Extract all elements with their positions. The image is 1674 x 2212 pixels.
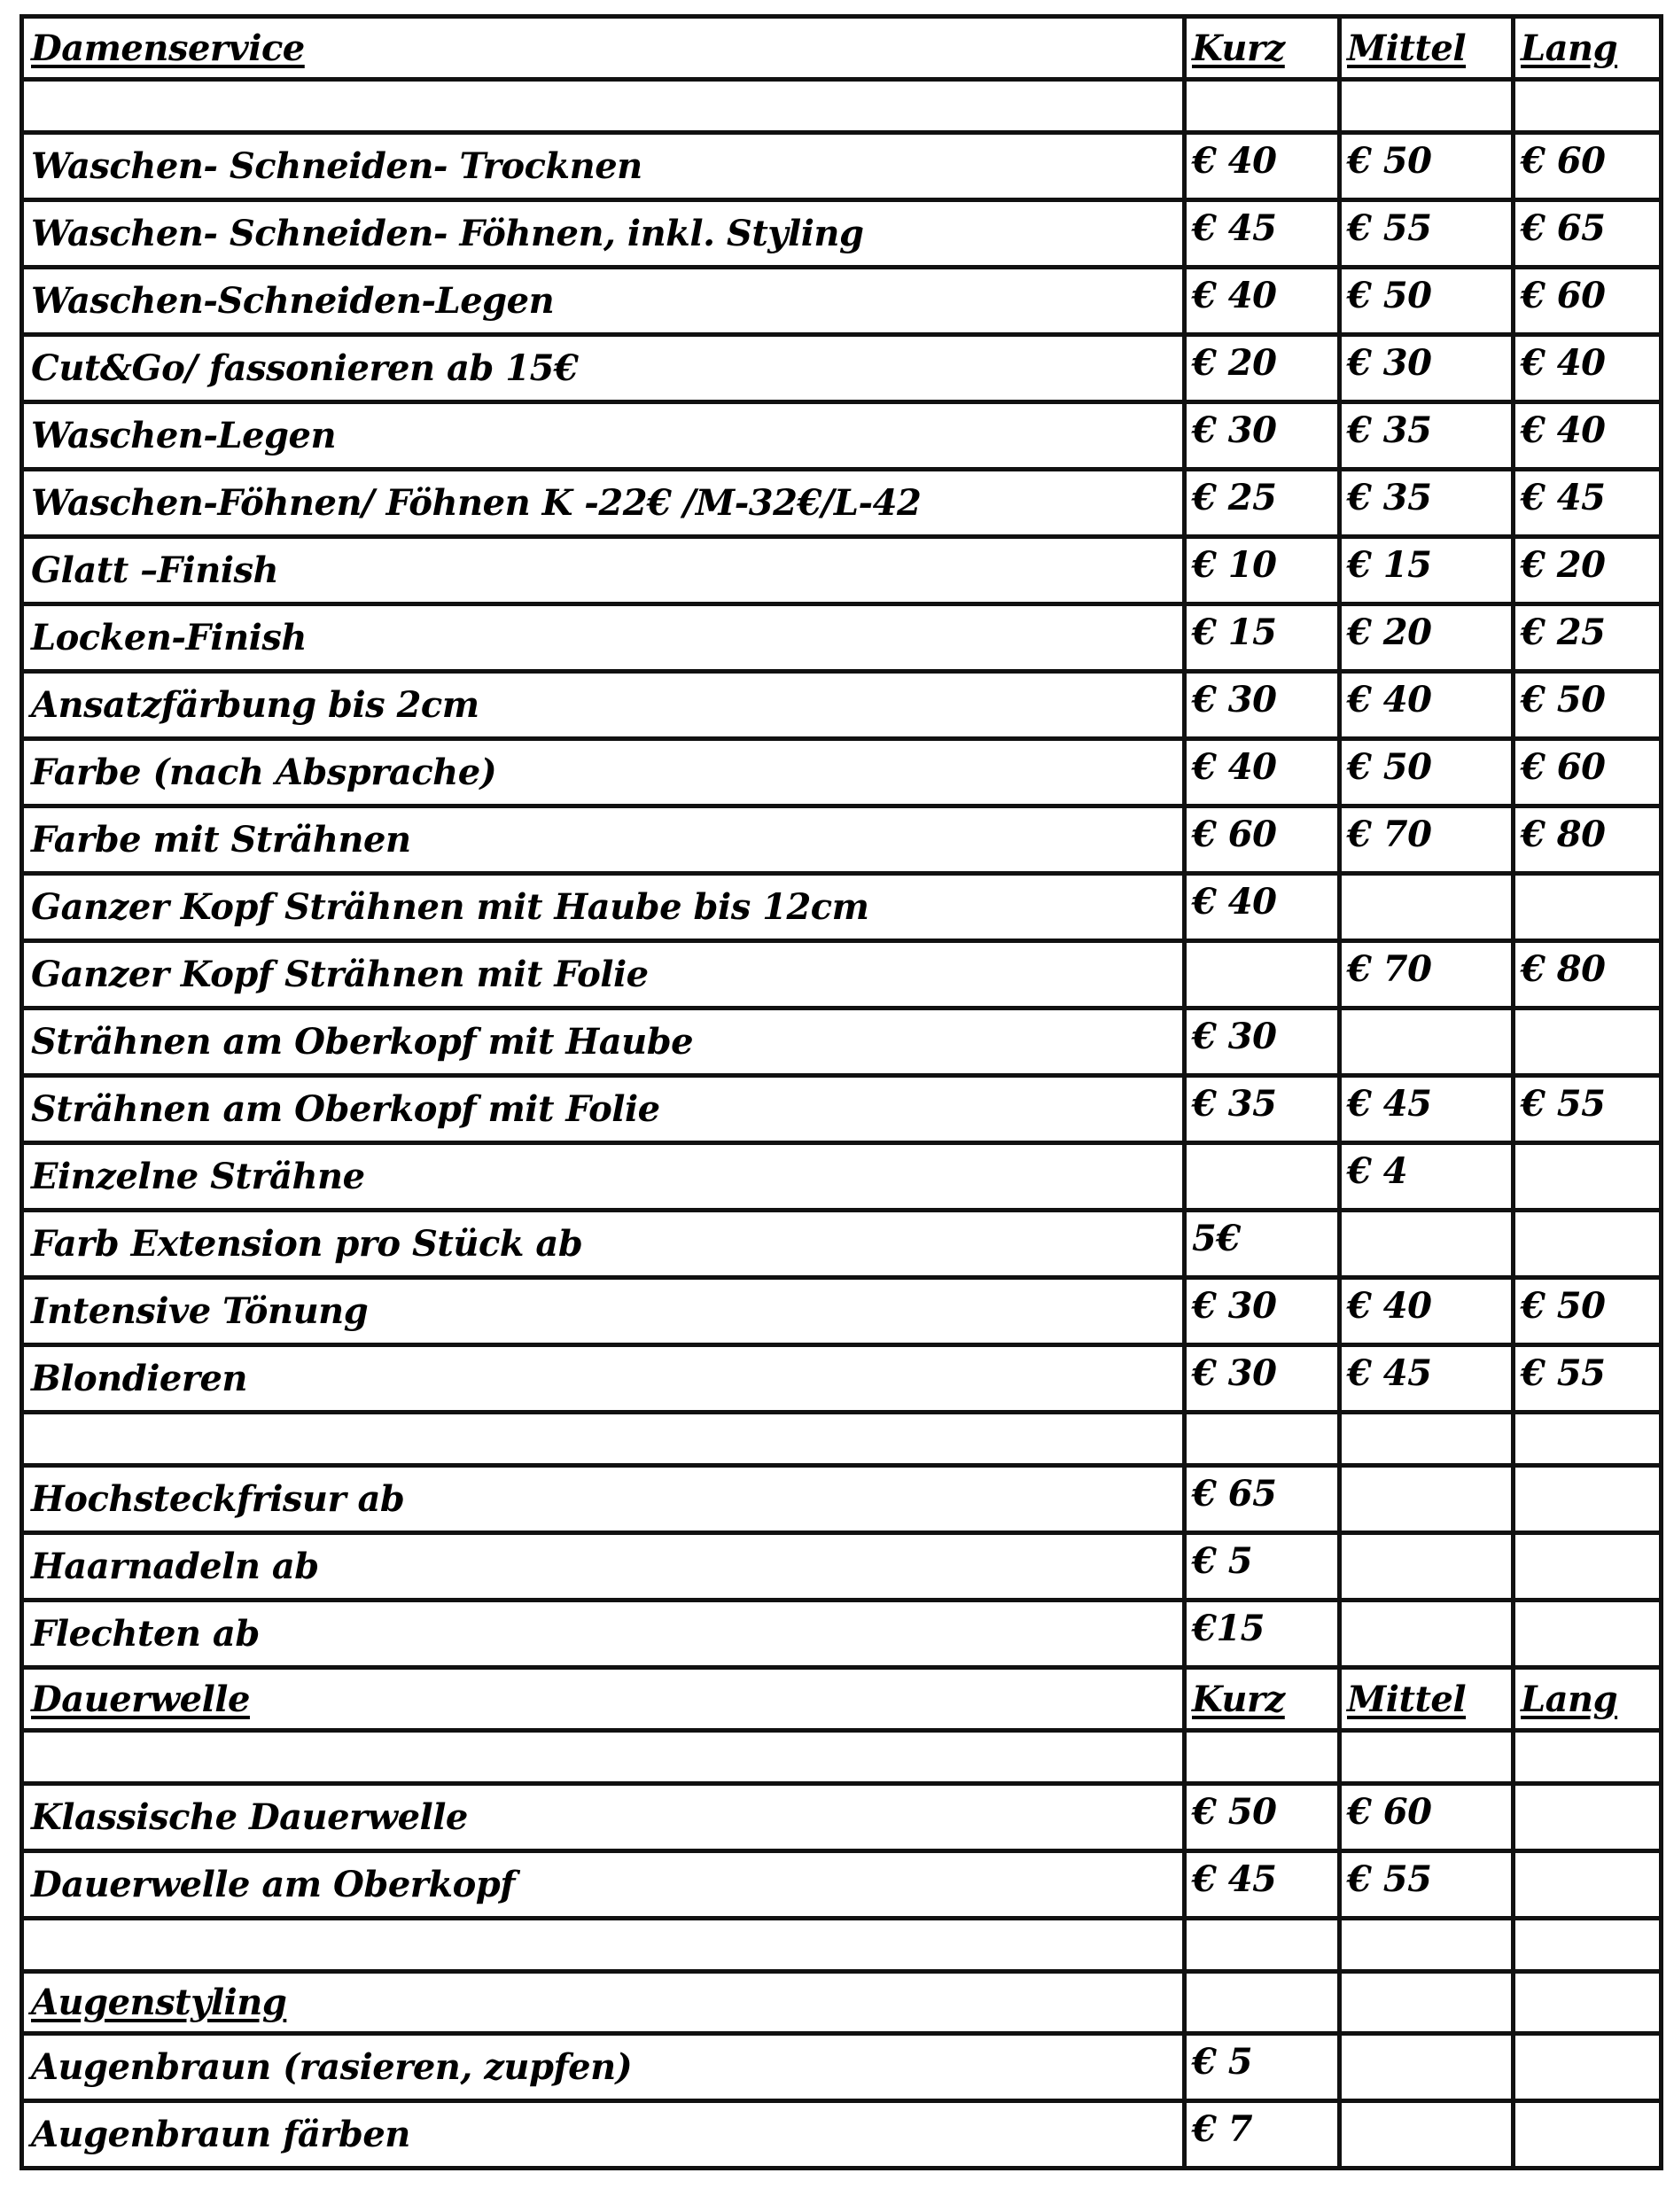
price-lang: € 55 xyxy=(1514,1076,1662,1143)
price-kurz: € 15 xyxy=(1185,604,1340,672)
service-label: Farb Extension pro Stück ab xyxy=(22,1211,1185,1278)
table-row xyxy=(22,1601,1662,1668)
blank-cell xyxy=(1514,1972,1662,2034)
table-row xyxy=(22,537,1662,604)
table-row xyxy=(22,604,1662,672)
blank-cell xyxy=(1514,1919,1662,1972)
table-row xyxy=(22,1851,1662,1919)
price-mittel xyxy=(1340,1533,1514,1601)
price-mittel xyxy=(1340,1211,1514,1278)
service-label: Klassische Dauerwelle xyxy=(22,1784,1185,1851)
section-title-dauerwelle: Dauerwelle xyxy=(22,1668,1185,1731)
table-row xyxy=(22,1345,1662,1413)
price-lang: € 20 xyxy=(1514,537,1662,604)
price-kurz: € 5 xyxy=(1185,2034,1340,2101)
header-row-dauerwelle xyxy=(22,1668,1662,1731)
price-mittel xyxy=(1340,1466,1514,1533)
price-mittel: € 45 xyxy=(1340,1345,1514,1413)
service-label: Waschen- Schneiden- Trocknen xyxy=(22,133,1185,200)
price-kurz: € 45 xyxy=(1185,1851,1340,1919)
price-lang xyxy=(1514,2101,1662,2169)
blank-cell xyxy=(1340,1972,1514,2034)
section-title-augenstyling: Augenstyling xyxy=(22,1972,1185,2034)
blank-cell xyxy=(1185,80,1340,133)
service-label: Einzelne Strähne xyxy=(22,1143,1185,1211)
price-mittel: € 50 xyxy=(1340,133,1514,200)
price-mittel: € 35 xyxy=(1340,470,1514,537)
price-lang: € 60 xyxy=(1514,268,1662,335)
price-mittel: € 50 xyxy=(1340,739,1514,806)
blank-cell xyxy=(1185,1731,1340,1784)
section-title-damenservice: Damenservice xyxy=(22,17,1185,80)
price-kurz: € 40 xyxy=(1185,268,1340,335)
table-row xyxy=(22,402,1662,470)
price-mittel xyxy=(1340,2101,1514,2169)
service-label: Flechten ab xyxy=(22,1601,1185,1668)
price-lang: € 50 xyxy=(1514,672,1662,739)
dauerwelle-list xyxy=(22,1784,1662,1919)
price-kurz: € 45 xyxy=(1185,200,1340,268)
table-row xyxy=(22,200,1662,268)
column-header-kurz: Kurz xyxy=(1185,1668,1340,1731)
price-lang: € 40 xyxy=(1514,402,1662,470)
price-lang: € 50 xyxy=(1514,1278,1662,1345)
extras-list xyxy=(22,1466,1662,1668)
price-mittel: € 55 xyxy=(1340,1851,1514,1919)
price-mittel: € 45 xyxy=(1340,1076,1514,1143)
service-label: Hochsteckfrisur ab xyxy=(22,1466,1185,1533)
price-lang xyxy=(1514,1143,1662,1211)
price-kurz: 5€ xyxy=(1185,1211,1340,1278)
column-header-lang: Lang xyxy=(1514,17,1662,80)
service-label: Locken-Finish xyxy=(22,604,1185,672)
price-lang xyxy=(1514,1851,1662,1919)
header-row-damenservice xyxy=(22,17,1662,80)
blank-row xyxy=(22,1413,1662,1466)
service-label: Ganzer Kopf Strähnen mit Folie xyxy=(22,941,1185,1009)
blank-cell xyxy=(22,1919,1185,1972)
table-row xyxy=(22,672,1662,739)
header-row-augenstyling xyxy=(22,1972,1662,2034)
price-mittel: € 40 xyxy=(1340,1278,1514,1345)
price-mittel: € 40 xyxy=(1340,672,1514,739)
blank-cell xyxy=(1185,1972,1340,2034)
price-mittel: € 55 xyxy=(1340,200,1514,268)
service-label: Dauerwelle am Oberkopf xyxy=(22,1851,1185,1919)
price-kurz: €15 xyxy=(1185,1601,1340,1668)
price-kurz: € 60 xyxy=(1185,806,1340,874)
table-row xyxy=(22,2101,1662,2169)
price-mittel: € 15 xyxy=(1340,537,1514,604)
price-lang: € 45 xyxy=(1514,470,1662,537)
blank-cell xyxy=(22,1731,1185,1784)
price-kurz: € 30 xyxy=(1185,672,1340,739)
price-mittel: € 30 xyxy=(1340,335,1514,402)
blank-cell xyxy=(1514,1413,1662,1466)
price-lang xyxy=(1514,1466,1662,1533)
table-row xyxy=(22,1533,1662,1601)
table-row xyxy=(22,874,1662,941)
column-header-lang: Lang xyxy=(1514,1668,1662,1731)
price-lang: € 65 xyxy=(1514,200,1662,268)
table-row xyxy=(22,1076,1662,1143)
price-lang xyxy=(1514,1784,1662,1851)
blank-row xyxy=(22,80,1662,133)
service-label: Strähnen am Oberkopf mit Haube xyxy=(22,1009,1185,1076)
blank-cell xyxy=(1340,1731,1514,1784)
service-label: Blondieren xyxy=(22,1345,1185,1413)
price-kurz: € 20 xyxy=(1185,335,1340,402)
blank-cell xyxy=(1185,1413,1340,1466)
price-mittel xyxy=(1340,1009,1514,1076)
price-kurz: € 30 xyxy=(1185,402,1340,470)
price-kurz: € 65 xyxy=(1185,1466,1340,1533)
service-label: Waschen- Schneiden- Föhnen, inkl. Styling xyxy=(22,200,1185,268)
price-lang: € 60 xyxy=(1514,739,1662,806)
price-lang: € 55 xyxy=(1514,1345,1662,1413)
table-row xyxy=(22,1009,1662,1076)
blank-cell xyxy=(22,80,1185,133)
service-label: Intensive Tönung xyxy=(22,1278,1185,1345)
service-label: Cut&Go/ fassonieren ab 15€ xyxy=(22,335,1185,402)
price-kurz: € 30 xyxy=(1185,1278,1340,1345)
table-row xyxy=(22,1278,1662,1345)
service-label: Augenbraun (rasieren, zupfen) xyxy=(22,2034,1185,2101)
blank-cell xyxy=(1340,1413,1514,1466)
table-row xyxy=(22,133,1662,200)
price-mittel xyxy=(1340,874,1514,941)
augenstyling-list xyxy=(22,2034,1662,2169)
price-lang xyxy=(1514,1211,1662,1278)
table-row xyxy=(22,1143,1662,1211)
price-lang xyxy=(1514,1601,1662,1668)
blank-cell xyxy=(1185,1919,1340,1972)
price-lang: € 25 xyxy=(1514,604,1662,672)
table-row xyxy=(22,1211,1662,1278)
service-label: Waschen-Schneiden-Legen xyxy=(22,268,1185,335)
price-kurz: € 30 xyxy=(1185,1009,1340,1076)
table-row xyxy=(22,2034,1662,2101)
price-mittel: € 70 xyxy=(1340,941,1514,1009)
price-mittel: € 60 xyxy=(1340,1784,1514,1851)
blank-cell xyxy=(1340,1919,1514,1972)
blank-cell xyxy=(1514,80,1662,133)
price-lang: € 60 xyxy=(1514,133,1662,200)
blank-cell xyxy=(1514,1731,1662,1784)
blank-row xyxy=(22,1731,1662,1784)
column-header-kurz: Kurz xyxy=(1185,17,1340,80)
price-kurz: € 40 xyxy=(1185,133,1340,200)
price-kurz xyxy=(1185,941,1340,1009)
price-kurz: € 5 xyxy=(1185,1533,1340,1601)
price-mittel: € 20 xyxy=(1340,604,1514,672)
price-lang: € 80 xyxy=(1514,941,1662,1009)
table-row xyxy=(22,941,1662,1009)
price-kurz: € 40 xyxy=(1185,874,1340,941)
price-kurz: € 25 xyxy=(1185,470,1340,537)
price-lang xyxy=(1514,874,1662,941)
table-row xyxy=(22,739,1662,806)
service-label: Augenbraun färben xyxy=(22,2101,1185,2169)
price-lang: € 80 xyxy=(1514,806,1662,874)
table-row xyxy=(22,1466,1662,1533)
price-table xyxy=(19,14,1663,2170)
column-header-mittel: Mittel xyxy=(1340,17,1514,80)
service-label: Farbe mit Strähnen xyxy=(22,806,1185,874)
price-mittel xyxy=(1340,2034,1514,2101)
price-mittel: € 35 xyxy=(1340,402,1514,470)
price-kurz xyxy=(1185,1143,1340,1211)
price-mittel xyxy=(1340,1601,1514,1668)
price-mittel: € 70 xyxy=(1340,806,1514,874)
table-row xyxy=(22,268,1662,335)
service-label: Haarnadeln ab xyxy=(22,1533,1185,1601)
service-label: Ganzer Kopf Strähnen mit Haube bis 12cm xyxy=(22,874,1185,941)
price-lang xyxy=(1514,2034,1662,2101)
price-kurz: € 7 xyxy=(1185,2101,1340,2169)
service-label: Strähnen am Oberkopf mit Folie xyxy=(22,1076,1185,1143)
price-kurz: € 40 xyxy=(1185,739,1340,806)
service-label: Ansatzfärbung bis 2cm xyxy=(22,672,1185,739)
blank-row xyxy=(22,1919,1662,1972)
price-kurz: € 10 xyxy=(1185,537,1340,604)
price-kurz: € 30 xyxy=(1185,1345,1340,1413)
price-lang: € 40 xyxy=(1514,335,1662,402)
price-mittel: € 4 xyxy=(1340,1143,1514,1211)
price-kurz: € 35 xyxy=(1185,1076,1340,1143)
table-row xyxy=(22,470,1662,537)
table-row xyxy=(22,335,1662,402)
blank-cell xyxy=(22,1413,1185,1466)
service-label: Waschen-Legen xyxy=(22,402,1185,470)
service-label: Waschen-Föhnen/ Föhnen K -22€ /M-32€/L-42 xyxy=(22,470,1185,537)
table-row xyxy=(22,1784,1662,1851)
blank-cell xyxy=(1340,80,1514,133)
services-list xyxy=(22,133,1662,1413)
service-label: Farbe (nach Absprache) xyxy=(22,739,1185,806)
price-kurz: € 50 xyxy=(1185,1784,1340,1851)
price-mittel: € 50 xyxy=(1340,268,1514,335)
table-row xyxy=(22,806,1662,874)
service-label: Glatt –Finish xyxy=(22,537,1185,604)
price-lang xyxy=(1514,1009,1662,1076)
price-lang xyxy=(1514,1533,1662,1601)
column-header-mittel: Mittel xyxy=(1340,1668,1514,1731)
